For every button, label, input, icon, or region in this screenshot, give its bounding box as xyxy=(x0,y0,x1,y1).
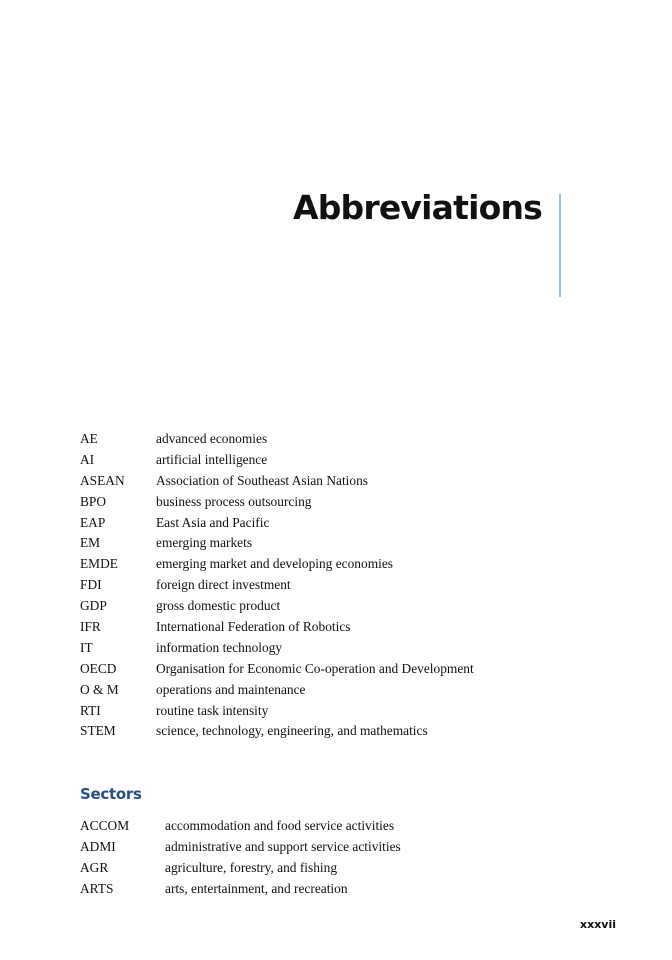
abbreviation-row xyxy=(80,533,474,554)
abbreviation-definition: emerging markets xyxy=(156,535,253,551)
abbreviation-code: EM xyxy=(80,535,101,551)
abbreviation-code: AI xyxy=(80,451,95,467)
abbreviation-definition: routine task intensity xyxy=(156,702,269,718)
abbreviation-row xyxy=(80,450,474,471)
abbreviation-definition: Organisation for Economic Co-operation and Development xyxy=(156,660,474,676)
abbreviation-definition: operations and maintenance xyxy=(156,681,306,697)
abbreviation-definition: foreign direct investment xyxy=(156,577,291,593)
abbreviation-row xyxy=(80,617,474,638)
abbreviation-row xyxy=(80,513,474,534)
abbreviation-code: ASEAN xyxy=(80,472,125,488)
abbreviation-code: BPO xyxy=(80,493,107,509)
page-number: xxxvii xyxy=(580,918,616,931)
abbreviation-code: OECD xyxy=(80,660,117,676)
sector-definition: agriculture, forestry, and fishing xyxy=(165,859,338,875)
abbreviation-row xyxy=(80,659,474,680)
abbreviation-definition: artificial intelligence xyxy=(156,451,268,467)
abbreviation-row xyxy=(80,429,474,450)
abbreviation-row xyxy=(80,638,474,659)
abbreviation-row xyxy=(80,701,474,722)
abbreviation-code: EAP xyxy=(80,514,106,530)
abbreviation-row xyxy=(80,721,474,742)
abbreviation-definition: advanced economies xyxy=(156,431,268,446)
sector-code: ARTS xyxy=(80,880,114,896)
abbreviation-code: GDP xyxy=(80,598,107,614)
abbreviation-code: FDI xyxy=(80,577,102,593)
sector-code: ACCOM xyxy=(80,818,130,833)
abbreviation-row xyxy=(80,492,474,513)
page-title: Abbreviations xyxy=(292,188,542,227)
abbreviation-code: EMDE xyxy=(80,556,118,572)
abbreviation-code: IT xyxy=(80,639,93,655)
abbreviation-code: RTI xyxy=(80,702,101,718)
sector-code: ADMI xyxy=(80,838,116,854)
abbreviation-definition: emerging market and developing economies xyxy=(156,556,393,572)
sector-row xyxy=(80,879,401,900)
abbreviation-row xyxy=(80,680,474,701)
abbreviation-row xyxy=(80,471,474,492)
title-accent-rule xyxy=(559,194,561,297)
abbreviation-row xyxy=(80,596,474,617)
abbreviation-definition: information technology xyxy=(156,639,283,655)
sector-row xyxy=(80,858,401,879)
sector-list xyxy=(80,816,401,900)
abbreviation-definition: International Federation of Robotics xyxy=(156,619,351,635)
sector-definition: administrative and support service activities xyxy=(165,838,401,854)
abbreviation-row xyxy=(80,575,474,596)
sector-row xyxy=(80,837,401,858)
abbreviation-code: STEM xyxy=(80,723,116,739)
sector-code: AGR xyxy=(80,859,109,875)
abbreviation-definition: business process outsourcing xyxy=(156,493,312,509)
sectors-heading: Sectors xyxy=(80,785,142,803)
sector-definition: accommodation and food service activities xyxy=(165,818,395,833)
abbreviation-code: O & M xyxy=(80,681,119,697)
sector-definition: arts, entertainment, and recreation xyxy=(165,880,348,896)
abbreviation-code: AE xyxy=(80,431,98,446)
abbreviation-row xyxy=(80,554,474,575)
abbreviation-definition: Association of Southeast Asian Nations xyxy=(156,472,369,488)
abbreviation-definition: East Asia and Pacific xyxy=(156,514,270,530)
sector-row xyxy=(80,816,401,837)
abbreviation-code: IFR xyxy=(80,619,101,635)
abbreviation-list xyxy=(80,429,474,742)
abbreviation-definition: science, technology, engineering, and mathematics xyxy=(156,723,428,739)
abbreviation-definition: gross domestic product xyxy=(156,598,281,614)
